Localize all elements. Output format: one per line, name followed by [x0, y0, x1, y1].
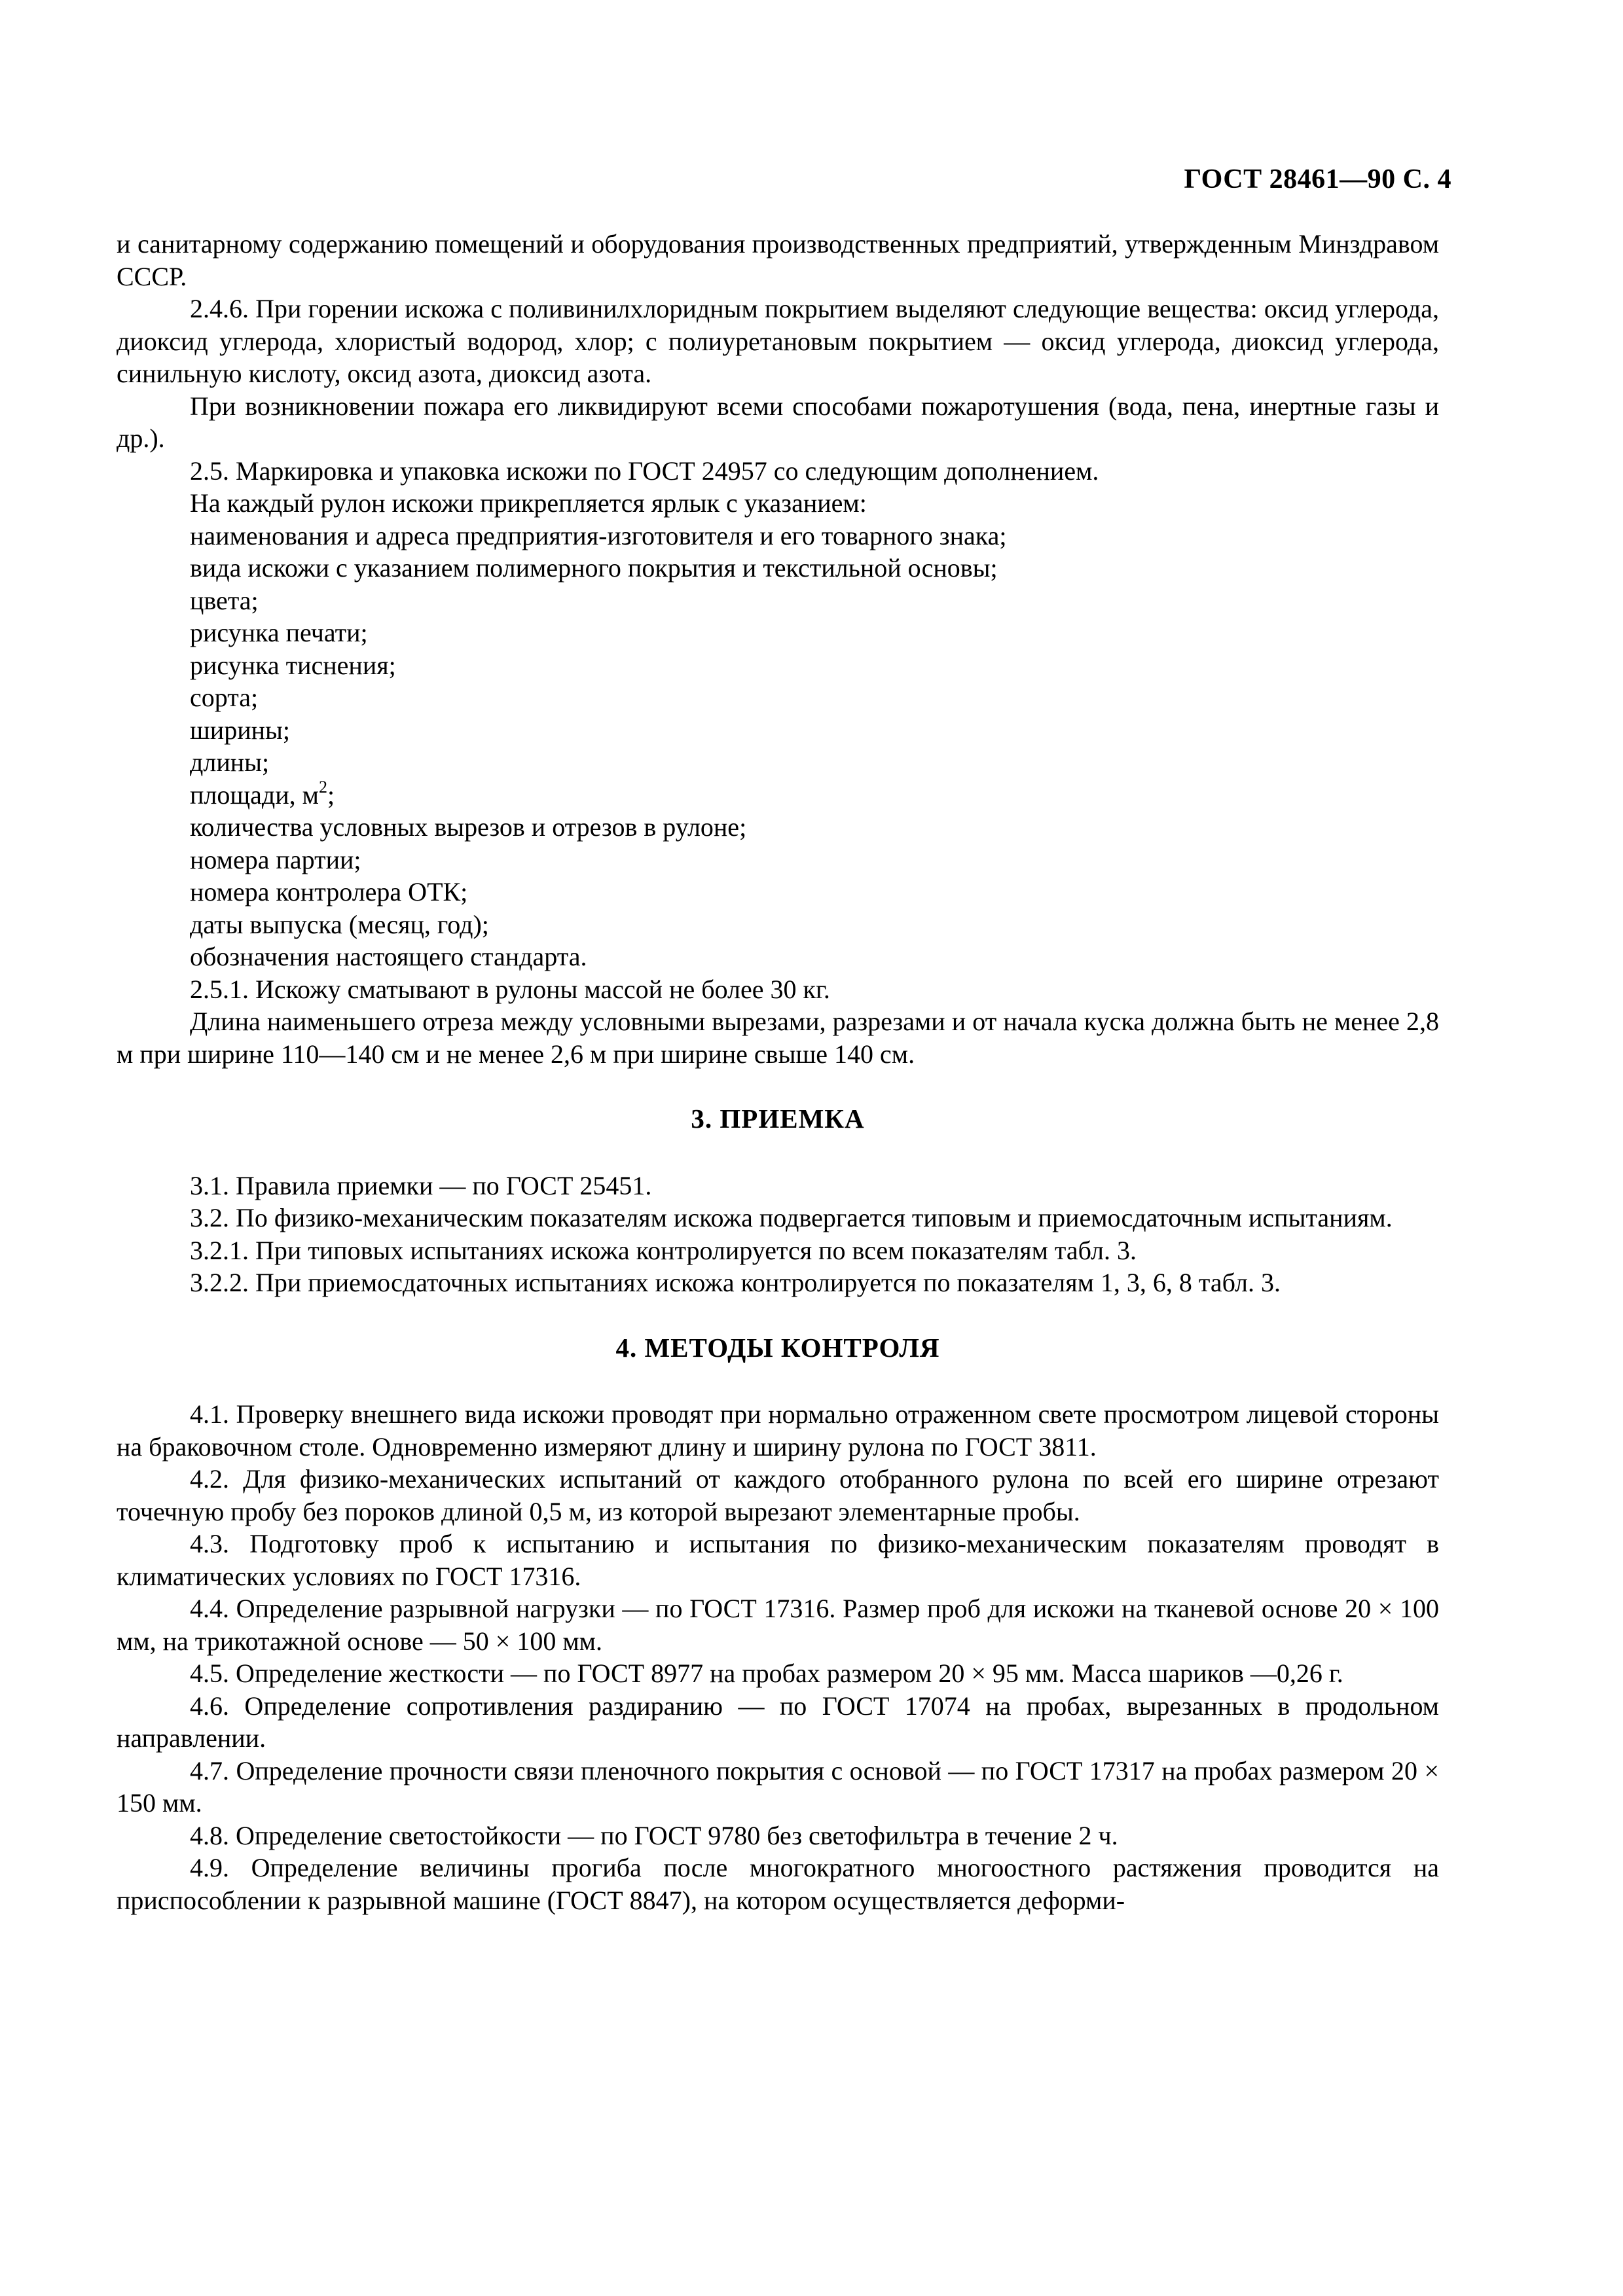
- document-body: [117, 228, 1439, 1916]
- area-tail: ;: [327, 780, 335, 810]
- label-item: номера партии;: [190, 844, 361, 874]
- label-item: рисунка тиснения;: [190, 650, 396, 680]
- paragraph-4-3: 4.3. Подготовку проб к испытанию и испытания по физико-механическим показателям проводят в климатических условиях по ГОСТ 17316.: [117, 1529, 1439, 1591]
- paragraph-3-1: 3.1. Правила приемки — по ГОСТ 25451.: [190, 1170, 652, 1200]
- label-item: рисунка печати;: [190, 618, 368, 647]
- paragraph-4-7: 4.7. Определение прочности связи пленочного покрытия с основой — по ГОСТ 17317 на пробах размером 20 × 150 мм.: [117, 1755, 1439, 1818]
- paragraph-fire: При возникновении пожара его ликвидируют всеми способами пожаротушения (вода, пена, инертные газы и др.).: [117, 391, 1439, 453]
- paragraph-2-5: 2.5. Маркировка и упаковка искожи по ГОСТ 24957 со следующим дополнением.: [190, 456, 1099, 486]
- label-item: обозначения настоящего стандарта.: [190, 942, 587, 971]
- paragraph-4-2: 4.2. Для физико-механических испытаний от каждого отобранного рулона по всей его ширине отрезают точечную пробу без пороков длиной 0,5 м, из которой вырезают элементарные пробы.: [117, 1464, 1439, 1526]
- label-item: вида искожи с указанием полимерного покрытия и текстильной основы;: [190, 553, 998, 583]
- label-item: номера контролера ОТК;: [190, 877, 468, 906]
- area-text: площади, м: [190, 780, 319, 810]
- page-header: ГОСТ 28461—90 С. 4: [1184, 164, 1451, 194]
- section-heading-acceptance: 3. ПРИЕМКА: [691, 1103, 865, 1134]
- paragraph-4-4: 4.4. Определение разрывной нагрузки — по ГОСТ 17316. Размер проб для искожи на тканевой основе 20 × 100 мм, на трикотажной основе — 50 × 100 мм.: [117, 1594, 1439, 1656]
- label-item: длины;: [190, 747, 270, 777]
- label-item: наименования и адреса предприятия-изготовителя и его товарного знака;: [190, 520, 1007, 550]
- paragraph-4-8: 4.8. Определение светостойкости — по ГОСТ 9780 без светофильтра в течение 2 ч.: [190, 1820, 1118, 1850]
- paragraph-3-2: 3.2. По физико-механическим показателям искожа подвергается типовым и приемосдаточным испытаниям.: [190, 1203, 1393, 1232]
- label-item: ширины;: [190, 715, 291, 745]
- paragraph-3-2-2: 3.2.2. При приемосдаточных испытаниях искожа контролируется по показателям 1, 3, 6, 8 табл. 3.: [190, 1268, 1281, 1297]
- paragraph-2-5-1: 2.5.1. Искожу сматывают в рулоны массой не более 30 кг.: [190, 974, 830, 1004]
- paragraph-4-5: 4.5. Определение жесткости — по ГОСТ 8977 на пробах размером 20 × 95 мм. Масса шариков —0,26 г.: [190, 1659, 1343, 1688]
- label-item: количества условных вырезов и отрезов в рулоне;: [190, 812, 747, 842]
- paragraph-2-4-6: 2.4.6. При горении искожа с поливинилхлоридным покрытием выделяют следующие вещества: оксид углерода, диоксид углерода, хлористый водород, хлор; с полиуретановым покрытием — оксид углерода, диоксид углерода, синильную кислоту, оксид азота, диоксид азота.: [117, 294, 1439, 388]
- paragraph-4-6: 4.6. Определение сопротивления раздиранию — по ГОСТ 17074 на пробах, вырезанных в продольном направлении.: [117, 1691, 1439, 1753]
- label-item-area: [117, 779, 1439, 812]
- paragraph-continuation: и санитарному содержанию помещений и оборудования производственных предприятий, утвержденным Минздравом СССР.: [117, 229, 1439, 291]
- paragraph-4-9: 4.9. Определение величины прогиба после многократного многоостного растяжения проводится на приспособлении к разрывной машине (ГОСТ 8847), на котором осуществляется деформи-: [117, 1853, 1439, 1915]
- label-item: даты выпуска (месяц, год);: [190, 909, 489, 939]
- area-superscript: 2: [319, 778, 327, 797]
- section-heading-test-methods: 4. МЕТОДЫ КОНТРОЛЯ: [615, 1332, 940, 1363]
- paragraph-4-1: 4.1. Проверку внешнего вида искожи проводят при нормально отраженном свете просмотром лицевой стороны на браковочном столе. Одновременно измеряют длину и ширину рулона по ГОСТ 3811.: [117, 1399, 1439, 1462]
- paragraph-3-2-1: 3.2.1. При типовых испытаниях искожа контролируется по всем показателям табл. 3.: [190, 1235, 1137, 1265]
- paragraph-label-intro: На каждый рулон искожи прикрепляется ярлык с указанием:: [190, 488, 867, 518]
- paragraph-cut-length: Длина наименьшего отреза между условными вырезами, разрезами и от начала куска должна быть не менее 2,8 м при ширине 110—140 см и не менее 2,6 м при ширине свыше 140 см.: [117, 1007, 1439, 1069]
- label-item: сорта;: [190, 683, 259, 712]
- label-item: цвета;: [190, 585, 259, 615]
